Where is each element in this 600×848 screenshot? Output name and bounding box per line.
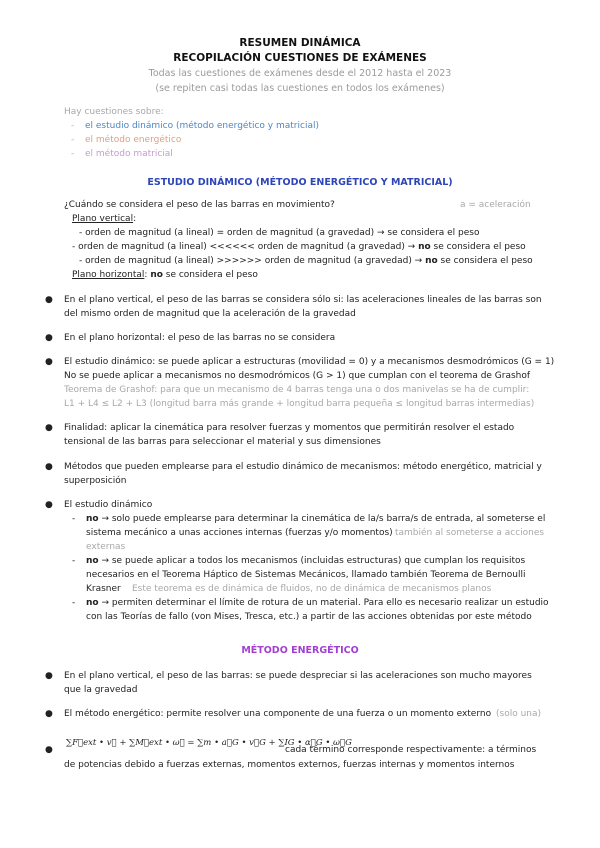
energy-bullet-1-line-2: que la gravedad	[64, 685, 138, 695]
bullet-icon: ●	[45, 333, 53, 343]
horizontal-plane-line: Plano horizontal: no se considera el peso	[72, 270, 258, 280]
sub-2-line-1: no → se puede aplicar a todos los mecanismos (incluidas estructuras) que cumplan los requisitos	[86, 556, 526, 566]
vertical-plane-label: Plano vertical:	[72, 214, 137, 224]
sub-1-line-1: no → solo puede emplearse para determinar la cinemática de la/s barra/s de entrada, al someterse el	[86, 514, 546, 524]
bullet-icon: ●	[45, 745, 53, 755]
section-heading-metodo-energetico: MÉTODO ENERGÉTICO	[241, 645, 359, 656]
vertical-line-2: - orden de magnitud (a lineal) <<<<<< orden de magnitud (a gravedad) → no se considera el peso	[72, 242, 526, 252]
energy-bullet-2: El método energético: permite resolver una componente de una fuerza o un momento externo	[64, 709, 492, 719]
bullet-1-line-1: En el plano vertical, el peso de las barras se considera sólo si: las aceleraciones lineales de las barras son	[64, 295, 542, 305]
vertical-line-3: - orden de magnitud (a lineal) >>>>>> orden de magnitud (a gravedad) → no se considera el peso	[79, 256, 533, 266]
sub-1-line-2: sistema mecánico a unas acciones internas (fuerzas y/o momentos)	[86, 528, 393, 538]
energy-bullet-1-line-1: En el plano vertical, el peso de las barras: se puede despreciar si las aceleraciones son mucho mayores	[64, 671, 532, 681]
sub-dash-icon: -	[72, 514, 76, 524]
bullet-4-line-2: tensional de las barras para seleccionar el material y sus dimensiones	[64, 437, 381, 447]
bullet-3-line-2: No se puede aplicar a mecanismos no desmodrómicos (G > 1) que cumplan con el teorema de Grashof	[64, 371, 531, 381]
sub-2-line-2: necesarios en el Teorema Háptico de Sistemas Mecánicos, llamado también Teorema de Bernoulli	[86, 570, 526, 580]
sub-dash-icon: -	[72, 556, 76, 566]
bullet-6: El estudio dinámico	[64, 500, 153, 510]
bullet-3-line-1: El estudio dinámico: se puede aplicar a estructuras (movilidad = 0) y a mecanismos desmodrómicos (G = 1)	[64, 357, 555, 367]
energy-bullet-3-line-2: de potencias debido a fuerzas externas, momentos externos, fuerzas internas y momentos internos	[64, 760, 515, 770]
energy-bullet-2-note: (solo una)	[496, 709, 542, 719]
doc-title: RESUMEN DINÁMICA	[239, 37, 361, 49]
bullet-icon: ●	[45, 357, 53, 367]
grashof-note-1: Teorema de Grashof: para que un mecanismo de 4 barras tenga una o dos manivelas se ha de cumplir:	[64, 385, 530, 395]
intro-item-1: el estudio dinámico (método energético y matricial)	[85, 121, 319, 131]
bullet-2: En el plano horizontal: el peso de las barras no se considera	[64, 333, 336, 343]
power-equation: ∑F⃗ext • v⃗ + ∑M⃗ext • ω⃗ = ∑m • a⃗G • v⃗G + ∑IG • α⃗G • ω⃗G	[66, 738, 352, 748]
question: ¿Cuándo se considera el peso de las barras en movimiento?	[64, 200, 335, 210]
sub-1-note-1: también al someterse a acciones	[395, 528, 545, 538]
bullet-5-line-2: superposición	[64, 476, 127, 486]
doc-note-1: Todas las cuestiones de exámenes desde el 2012 hasta el 2023	[148, 68, 452, 79]
section-heading-estudio-dinamico: ESTUDIO DINÁMICO (MÉTODO ENERGÉTICO Y MATRICIAL)	[147, 177, 453, 188]
bullet-4-line-1: Finalidad: aplicar la cinemática para resolver fuerzas y momentos que permitirán resolver el estado	[64, 423, 515, 433]
doc-note-2: (se repiten casi todas las cuestiones en todos los exámenes)	[155, 83, 445, 94]
bullet-icon: ●	[45, 500, 53, 510]
bullet-icon: ●	[45, 462, 53, 472]
sub-2-line-3: Krasner	[86, 584, 121, 594]
bullet-1-line-2: del mismo orden de magnitud que la aceleración de la gravedad	[64, 309, 356, 319]
sub-dash-icon: -	[72, 598, 76, 608]
intro-dash-3: -	[71, 149, 75, 159]
energy-bullet-3-line-1: cada término corresponde respectivamente: a términos	[285, 745, 537, 755]
bullet-icon: ●	[45, 671, 53, 681]
bullet-icon: ●	[45, 423, 53, 433]
sub-1-note-2: externas	[86, 542, 126, 552]
sub-3-line-2: con las Teorías de fallo (von Mises, Tresca, etc.) a partir de las acciones obtenidas por este método	[86, 612, 532, 622]
sub-3-line-1: no → permiten determinar el límite de rotura de un material. Para ello es necesario realizar un estudio	[86, 598, 549, 608]
doc-subtitle: RECOPILACIÓN CUESTIONES DE EXÁMENES	[173, 52, 427, 64]
intro-item-3: el método matricial	[85, 149, 173, 159]
vertical-line-1: - orden de magnitud (a lineal) = orden de magnitud (a gravedad) → se considera el peso	[79, 228, 480, 238]
intro-item-2: el método energético	[85, 135, 182, 145]
grashof-note-2: L1 + L4 ≤ L2 + L3 (longitud barra más grande + longitud barra pequeña ≤ longitud barras intermedias)	[64, 399, 535, 409]
intro-label: Hay cuestiones sobre:	[64, 107, 164, 117]
note-aceleracion: a = aceleración	[460, 200, 531, 210]
bullet-5-line-1: Métodos que pueden emplearse para el estudio dinámico de mecanismos: método energético, matricial y	[64, 462, 542, 472]
bullet-icon: ●	[45, 295, 53, 305]
intro-dash-1: -	[71, 121, 75, 131]
sub-2-note: Este teorema es de dinámica de fluidos, no de dinámica de mecanismos planos	[132, 584, 492, 594]
intro-dash-2: -	[71, 135, 75, 145]
bullet-icon: ●	[45, 709, 53, 719]
